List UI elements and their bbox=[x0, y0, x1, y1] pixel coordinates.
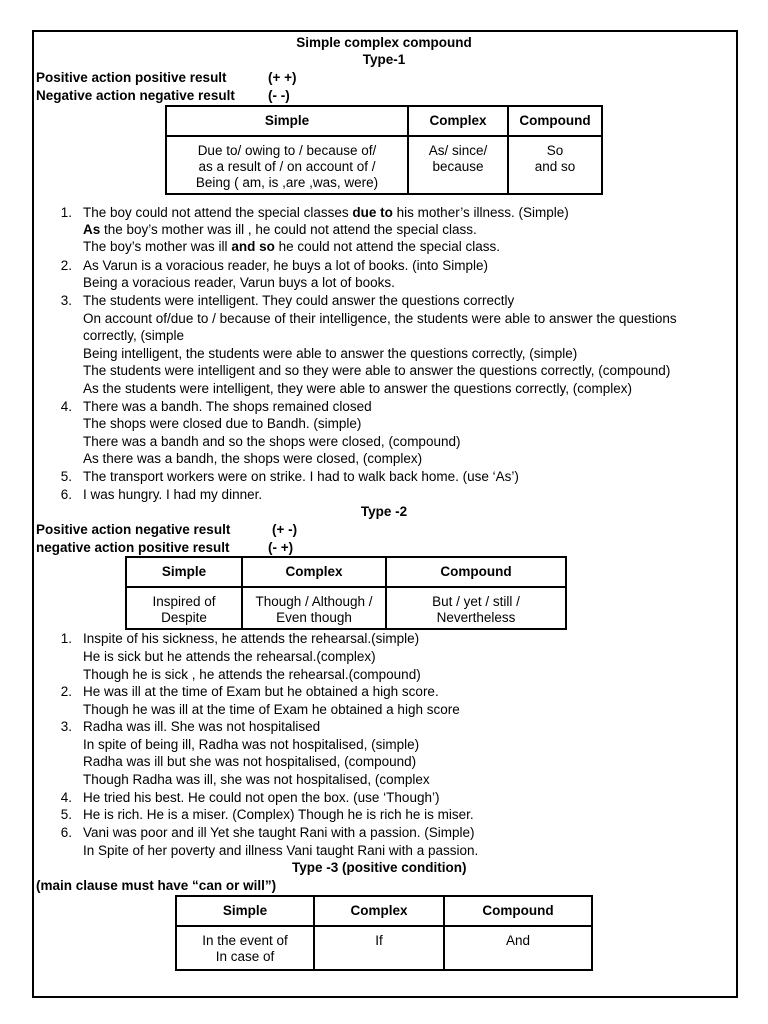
list-number: 1. bbox=[60, 631, 72, 646]
type2-rule-1-sign: (+ -) bbox=[272, 522, 298, 537]
type1-simple-line-3: Being ( am, is ,are ,was, were) bbox=[195, 175, 379, 190]
type1-table bbox=[165, 105, 603, 195]
type2-complex-line-2: Even though bbox=[276, 610, 352, 625]
list-item: There was a bandh and so the shops were closed, (compound) bbox=[83, 434, 461, 449]
page-title: Simple complex compound bbox=[296, 35, 472, 50]
type2-table bbox=[125, 556, 567, 630]
list-item: Though Radha was ill, she was not hospitalised, (complex bbox=[83, 772, 430, 787]
type2-th-complex: Complex bbox=[242, 557, 386, 587]
list-item: I was hungry. I had my dinner. bbox=[83, 487, 263, 502]
type1-simple-line-2: as a result of / on account of / bbox=[198, 159, 376, 174]
list-item: The boy could not attend the special classes due to his mother’s illness. (Simple) bbox=[83, 205, 569, 220]
list-item: The students were intelligent and so they were able to answer the questions correctly, (compound) bbox=[83, 363, 671, 378]
type1-rule-2-label: Negative action negative result bbox=[36, 88, 235, 103]
list-item: correctly, (simple bbox=[83, 328, 185, 343]
list-item: As the boy’s mother was ill , he could not attend the special class. bbox=[83, 222, 477, 237]
type1-td-complex bbox=[408, 136, 508, 194]
list-item: He is sick but he attends the rehearsal.(complex) bbox=[83, 649, 376, 664]
list-item: The students were intelligent. They could answer the questions correctly bbox=[83, 293, 515, 308]
type2-td-complex bbox=[242, 587, 386, 629]
type3-td-complex bbox=[314, 926, 444, 970]
type1-complex-line-2: because bbox=[432, 159, 484, 174]
type1-compound-line-1: So bbox=[546, 143, 564, 158]
list-item: Inspite of his sickness, he attends the rehearsal.(simple) bbox=[83, 631, 420, 646]
type2-complex-line-1: Though / Although / bbox=[255, 594, 373, 609]
list-item: There was a bandh. The shops remained closed bbox=[83, 399, 372, 414]
type1-compound-line-2: and so bbox=[534, 159, 576, 174]
list-item: Radha was ill but she was not hospitalised, (compound) bbox=[83, 754, 417, 769]
list-item: He tried his best. He could not open the box. (use ‘Though’) bbox=[83, 790, 440, 805]
type3-td-compound bbox=[444, 926, 592, 970]
type2-rule-1-label: Positive action negative result bbox=[36, 522, 231, 537]
list-item: Though he was ill at the time of Exam he obtained a high score bbox=[83, 702, 460, 717]
type2-td-compound bbox=[386, 587, 566, 629]
type2-simple-line-1: Inspired of bbox=[152, 594, 216, 609]
list-item: Though he is sick , he attends the rehearsal.(compound) bbox=[83, 667, 421, 682]
list-item: Radha was ill. She was not hospitalised bbox=[83, 719, 321, 734]
list-number: 3. bbox=[60, 293, 72, 308]
type1-rule-1-label: Positive action positive result bbox=[36, 70, 227, 85]
list-number: 2. bbox=[60, 258, 72, 273]
list-item: As the students were intelligent, they were able to answer the questions correctly, (complex) bbox=[83, 381, 633, 396]
list-item: In spite of being ill, Radha was not hospitalised, (simple) bbox=[83, 737, 420, 752]
type1-heading: Type-1 bbox=[362, 52, 406, 67]
type2-th-compound: Compound bbox=[386, 557, 566, 587]
type2-rule-2-label: negative action positive result bbox=[36, 540, 230, 555]
list-number: 5. bbox=[60, 807, 72, 822]
list-number: 4. bbox=[60, 790, 72, 805]
type3-compound-line-1: And bbox=[505, 933, 531, 948]
list-item: Being intelligent, the students were able to answer the questions correctly, (simple) bbox=[83, 346, 578, 361]
type3-note: (main clause must have “can or will”) bbox=[36, 878, 277, 893]
type3-th-simple: Simple bbox=[176, 896, 314, 926]
type2-compound-line-1: But / yet / still / bbox=[432, 594, 520, 609]
type1-rule-1-sign: (+ +) bbox=[268, 70, 297, 85]
type1-complex-line-1: As/ since/ bbox=[428, 143, 488, 158]
list-number: 6. bbox=[60, 487, 72, 502]
list-number: 3. bbox=[60, 719, 72, 734]
list-number: 5. bbox=[60, 469, 72, 484]
list-item: On account of/due to / because of their intelligence, the students were able to answer the questions bbox=[83, 311, 677, 326]
type3-simple-line-1: In the event of bbox=[202, 933, 288, 948]
type1-td-simple bbox=[166, 136, 408, 194]
list-item: The shops were closed due to Bandh. (simple) bbox=[83, 416, 362, 431]
list-item: As there was a bandh, the shops were closed, (complex) bbox=[83, 451, 423, 466]
type1-rule-2-sign: (- -) bbox=[268, 88, 290, 103]
list-item: As Varun is a voracious reader, he buys a lot of books. (into Simple) bbox=[83, 258, 488, 273]
type3-table bbox=[175, 895, 593, 971]
type2-heading: Type -2 bbox=[360, 504, 408, 519]
list-item: The transport workers were on strike. I had to walk back home. (use ‘As’) bbox=[83, 469, 519, 484]
type2-compound-line-2: Nevertheless bbox=[436, 610, 516, 625]
type2-td-simple bbox=[126, 587, 242, 629]
type1-th-compound: Compound bbox=[508, 106, 602, 136]
list-item: The boy’s mother was ill and so he could not attend the special class. bbox=[83, 239, 500, 254]
type3-simple-line-2: In case of bbox=[215, 949, 275, 964]
list-item: He is rich. He is a miser. (Complex) Though he is rich he is miser. bbox=[83, 807, 474, 822]
type3-td-simple bbox=[176, 926, 314, 970]
type2-th-simple: Simple bbox=[126, 557, 242, 587]
type1-td-compound bbox=[508, 136, 602, 194]
list-item: Being a voracious reader, Varun buys a lot of books. bbox=[83, 275, 395, 290]
list-number: 4. bbox=[60, 399, 72, 414]
type1-th-simple: Simple bbox=[166, 106, 408, 136]
type3-heading: Type -3 (positive condition) bbox=[292, 860, 467, 875]
type2-simple-line-2: Despite bbox=[161, 610, 207, 625]
list-item: Vani was poor and ill Yet she taught Rani with a passion. (Simple) bbox=[83, 825, 475, 840]
type2-rule-2-sign: (- +) bbox=[268, 540, 294, 555]
type3-th-compound: Compound bbox=[444, 896, 592, 926]
type1-simple-line-1: Due to/ owing to / because of/ bbox=[197, 143, 377, 158]
type3-complex-line-1: If bbox=[375, 933, 383, 948]
list-number: 6. bbox=[60, 825, 72, 840]
list-number: 1. bbox=[60, 205, 72, 220]
type3-th-complex: Complex bbox=[314, 896, 444, 926]
type1-th-complex: Complex bbox=[408, 106, 508, 136]
list-item: In Spite of her poverty and illness Vani taught Rani with a passion. bbox=[83, 843, 479, 858]
list-number: 2. bbox=[60, 684, 72, 699]
list-item: He was ill at the time of Exam but he obtained a high score. bbox=[83, 684, 439, 699]
